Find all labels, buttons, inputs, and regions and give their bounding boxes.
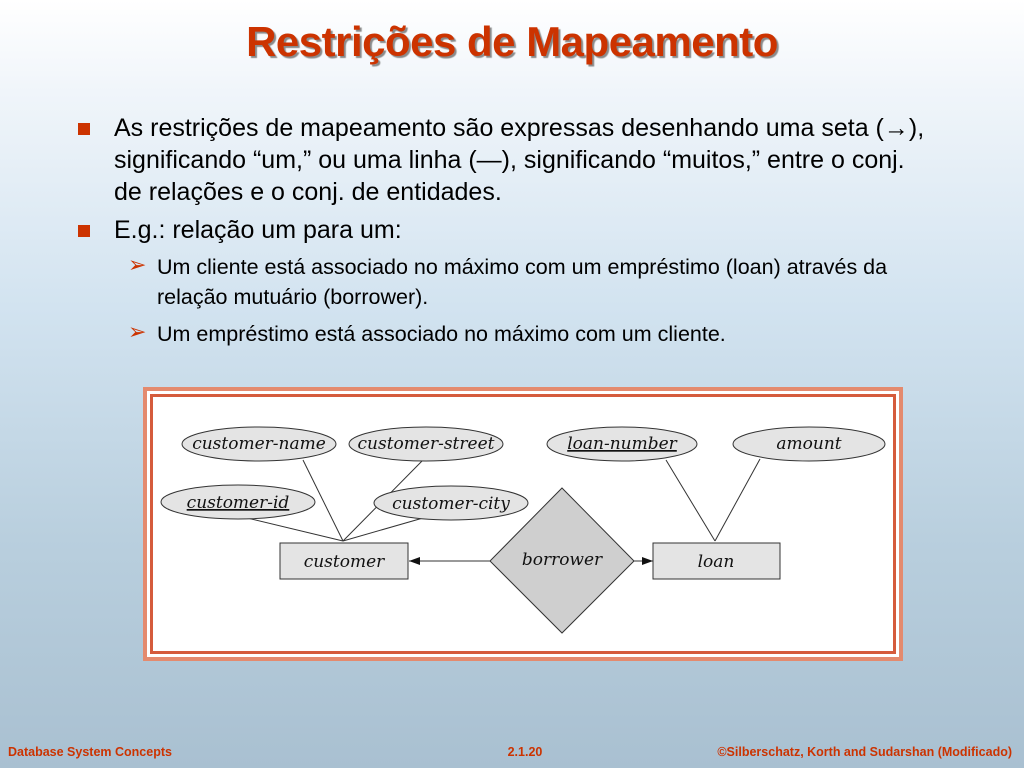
bullet-list [75,112,935,356]
attribute-label: customer-city [392,494,510,514]
attribute-label: amount [776,434,842,454]
sub-bullet-text: Um cliente está associado no máximo com um empréstimo (loan) através da relação mutuário (borrower). [157,255,888,309]
square-bullet-icon [78,123,90,135]
entity-label: customer [303,552,385,572]
attribute-label: customer-name [192,434,326,454]
arrow-head-icon [642,557,653,565]
er-diagram-figure [143,387,903,661]
arrow-bullet-icon: ➢ [128,253,147,278]
bullet-text: E.g.: relação um para um: [114,216,402,244]
arrow-head-icon [409,557,420,565]
bullet-item [75,214,935,246]
footer-left: Database System Concepts [8,745,172,759]
sub-bullet-item [75,319,935,349]
attribute-key-label: loan-number [567,434,677,454]
er-diagram [143,387,903,661]
attribute-key-label: customer-id [186,493,290,513]
sub-bullet-text: Um empréstimo está associado no máximo com um cliente. [157,322,726,346]
arrow-bullet-icon: ➢ [128,320,147,345]
bullet-item [75,112,935,208]
slide-title: Restrições de Mapeamento [246,18,778,65]
entity-label: loan [697,552,735,572]
bullet-text: As restrições de mapeamento são expressas desenhando uma seta (→), significando “um,” ou uma linha (—), significando “muitos,” entre o conj. de relações e o conj. de entidades. [114,114,925,206]
attribute-label: customer-street [357,434,495,454]
footer-page-number: 2.1.20 [507,745,543,759]
footer-right: ©Silberschatz, Korth and Sudarshan (Modificado) [717,745,1012,759]
sub-bullet-item [75,252,935,312]
relationship-label: borrower [521,550,603,570]
square-bullet-icon [78,225,90,237]
